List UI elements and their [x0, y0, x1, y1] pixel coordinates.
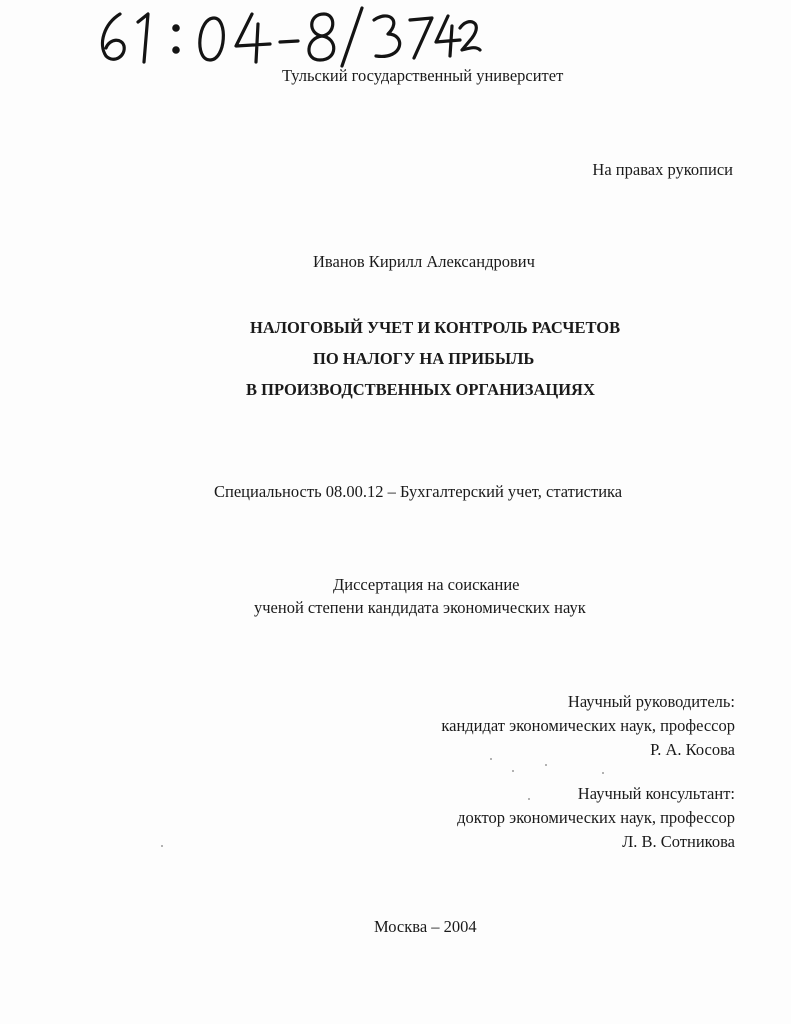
university-name: Тульский государственный университет [282, 66, 564, 85]
consultant-role: Научный консультант: [577, 784, 735, 803]
specialty-line: Специальность 08.00.12 – Бухгалтерский учет, статистика [214, 482, 623, 501]
consultant-degree: доктор экономических наук, профессор [457, 808, 735, 827]
title-line-2: ПО НАЛОГУ НА ПРИБЫЛЬ [313, 349, 535, 368]
supervisor-name: Р. А. Косова [650, 740, 735, 759]
consultant-block [457, 782, 735, 854]
title-line-1: НАЛОГОВЫЙ УЧЕТ И КОНТРОЛЬ РАСЧЕТОВ [250, 318, 621, 337]
rights-note: На правах рукописи [592, 160, 733, 179]
author-name: Иванов Кирилл Александрович [313, 252, 535, 271]
scan-speck [512, 770, 514, 772]
dissertation-line-2: ученой степени кандидата экономических наук [254, 598, 586, 617]
handwritten-archive-code [92, 4, 482, 70]
scan-speck [161, 845, 163, 847]
city-year: Москва – 2004 [374, 917, 477, 936]
scan-speck [528, 798, 530, 800]
supervisor-role: Научный руководитель: [567, 692, 735, 711]
handwritten-code-drawing [92, 4, 482, 70]
scan-speck [490, 758, 492, 760]
scan-speck [602, 772, 604, 774]
dissertation-line-1: Диссертация на соискание [333, 575, 520, 594]
supervisor-block [441, 690, 735, 762]
consultant-name: Л. В. Сотникова [622, 832, 735, 851]
supervisor-degree: кандидат экономических наук, профессор [441, 716, 735, 735]
title-line-3: В ПРОИЗВОДСТВЕННЫХ ОРГАНИЗАЦИЯХ [246, 380, 595, 399]
scan-speck [545, 764, 547, 766]
